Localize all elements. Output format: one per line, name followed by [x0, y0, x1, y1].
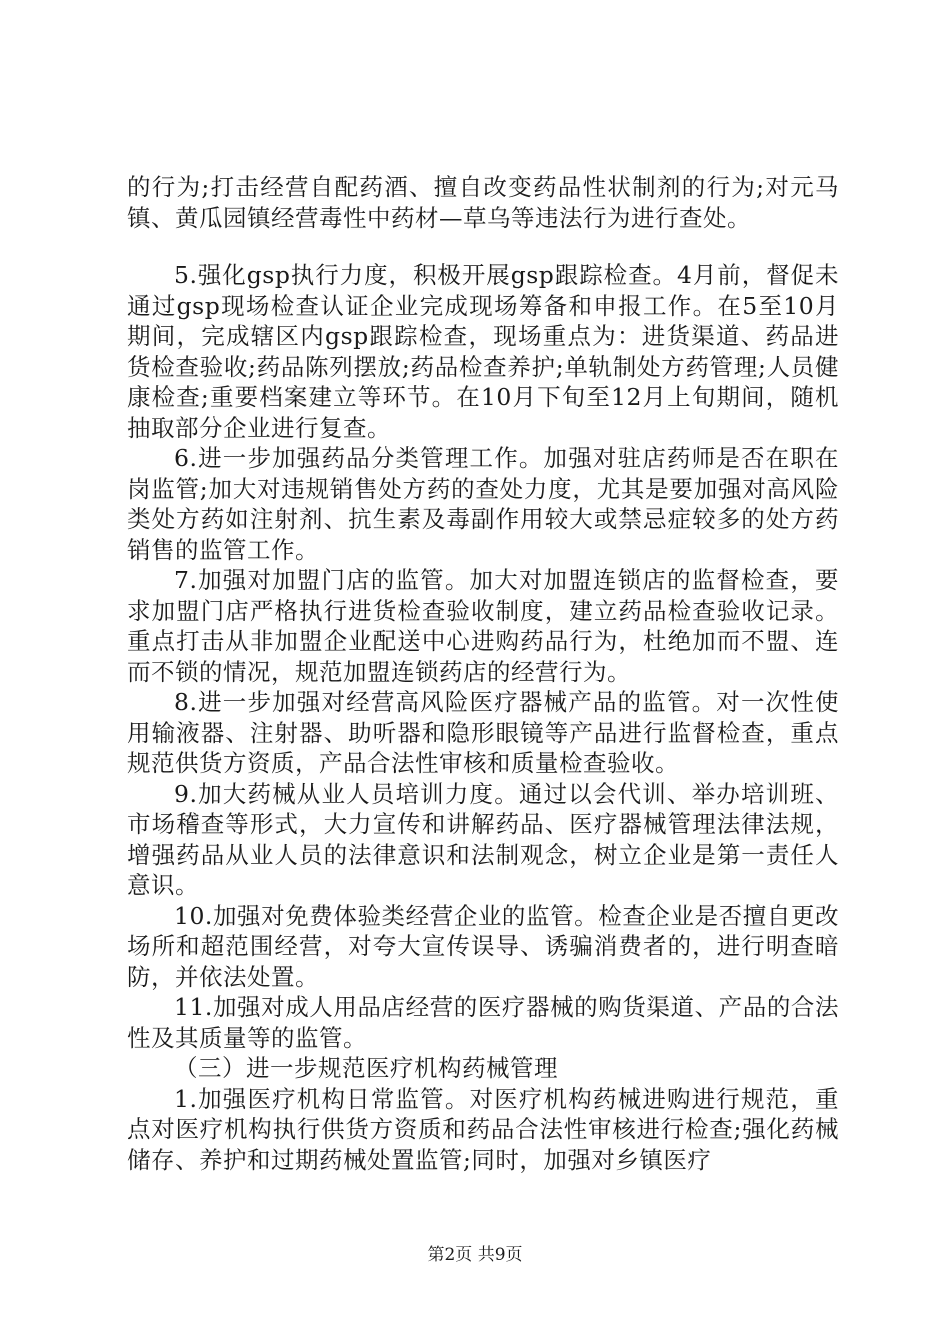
paragraph-item-8: 8.进一步加强对经营高风险医疗器械产品的监管。对一次性使用输液器、注射器、助听器和隐形眼镜等产品进行监督检查，重点规范供货方资质，产品合法性审核和质量检查验收。: [127, 688, 839, 777]
paragraph-item-11: 11.加强对成人用品店经营的医疗器械的购货渠道、产品的合法性及其质量等的监管。: [127, 993, 839, 1052]
page-number-footer: 第2页 共9页: [427, 1245, 523, 1265]
paragraph-item-9: 9.加大药械从业人员培训力度。通过以会代训、举办培训班、市场稽查等形式，大力宣传和讲解药品、医疗器械管理法律法规，增强药品从业人员的法律意识和法制观念，树立企业是第一责任人意识。: [127, 779, 839, 899]
paragraph-item-10: 10.加强对免费体验类经营企业的监管。检查企业是否擅自更改场所和超范围经营，对夸大宣传误导、诱骗消费者的，进行明查暗防，并依法处置。: [127, 901, 839, 991]
document-body: [127, 172, 839, 1175]
paragraph-section3-item-1: 1.加强医疗机构日常监管。对医疗机构药械进购进行规范，重点对医疗机构执行供货方资质和药品合法性审核进行检查;强化药械储存、养护和过期药械处置监管;同时，加强对乡镇医疗: [127, 1084, 839, 1174]
paragraph-item-6: 6.进一步加强药品分类管理工作。加强对驻店药师是否在职在岗监管;加大对违规销售处方药的查处力度，尤其是要加强对高风险类处方药如注射剂、抗生素及毒副作用较大或禁忌症较多的处方药销售的监管工作。: [127, 444, 839, 564]
section-heading: （三）进一步规范医疗机构药械管理: [174, 1054, 558, 1082]
paragraph-item-5: 5.强化gsp执行力度，积极开展gsp跟踪检查。4月前，督促未通过gsp现场检查认证企业完成现场筹备和申报工作。在5至10月期间，完成辖区内gsp跟踪检查，现场重点为：进货渠道、药品进货检查验收;药品陈列摆放;药品检查养护;单轨制处方药管理;人员健康检查;重要档案建立等环节。在10月下旬至12月上旬期间，随机抽取部分企业进行复查。: [127, 261, 839, 442]
paragraph-continuation: 的行为;打击经营自配药酒、擅自改变药品性状制剂的行为;对元马镇、黄瓜园镇经营毒性中药材—草乌等违法行为进行查处。: [127, 173, 839, 232]
paragraph-gap: [127, 233, 839, 260]
paragraph-item-7: 7.加强对加盟门店的监管。加大对加盟连锁店的监督检查，要求加盟门店严格执行进货检查验收制度，建立药品检查验收记录。重点打击从非加盟企业配送中心进购药品行为，杜绝加而不盟、连而不锁的情况，规范加盟连锁药店的经营行为。: [127, 566, 839, 686]
